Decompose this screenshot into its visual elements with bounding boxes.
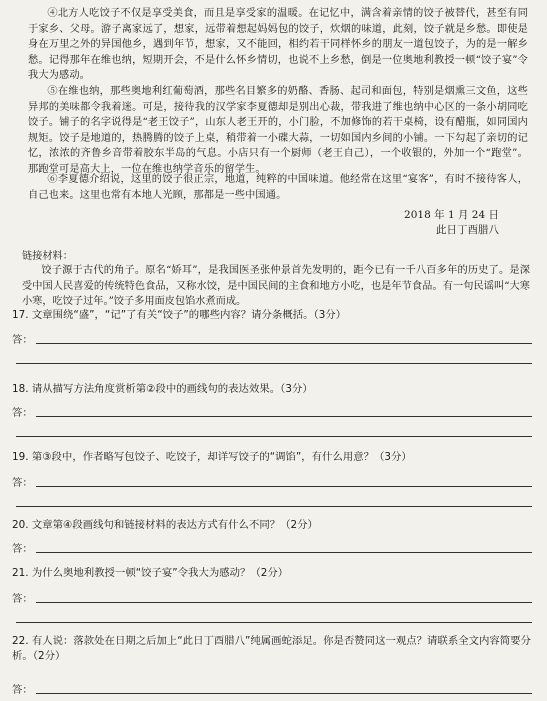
answer-line-19a[interactable] [36, 486, 532, 487]
supplement-text: 饺子源于古代的角子。原名“娇耳”，是我国医圣张仲景首先发明的，距今已有一千八百多年的历史了。是深受中国人民喜爱的传统特色食品，又称水饺，是中国民间的主食和地方小吃，也是年节食品。有一句民谣叫“大寒小寒，吃饺子过年。”饺子多用面皮包馅水煮而成。 [22, 265, 530, 308]
supplement-title: 链接材料： [22, 251, 73, 262]
question-22: 22. 有人说：落款处在日期之后加上“此日丁酉腊八”纯属画蛇添足。你是否赞同这一观点？请联系全文内容简要分析。（2分） [12, 635, 531, 662]
passage-paragraph-6 [28, 172, 528, 203]
answer-label-20: 答： [12, 543, 33, 555]
byline-note: 此日丁酉腊八 [436, 224, 499, 236]
question-18: 18. 请从描写方法角度赏析第②段中的画线句的表达效果。（3分） [12, 383, 313, 395]
answer-line-19b[interactable] [16, 506, 532, 507]
passage-paragraph-6-text: ⑥李夏德介绍说，这里的饺子很正宗，地道，纯粹的中国味道。他经常在这里“宴客”，有时不接待客人，自己也来。这里也常有本地人光顾，那都是一些中国通。 [28, 174, 528, 201]
question-20: 20. 文章第④段画线句和链接材料的表达方式有什么不同？（2分） [12, 519, 318, 531]
passage-paragraph-5-text: ⑤在维也纳，那些奥地利红葡萄酒，那些名目繁多的奶酪、香肠、起司和面包，特别是烟熏三文鱼，这些异邦的美味都令我着迷。可是，接待我的汉学家李夏德却是别出心裁，带我进了维也纳中心区的一条小胡同吃饺子。铺子的名字说得是“老王饺子”，山东人老王开的，小门脸，不加修饰的若干桌椅，设有醋瓶，如同国内规矩。饺子是地道的，热腾腾的饺子上桌，稍带着一小碟大蒜，一切如国内乡间的小铺。一下勾起了亲切的记忆，浓浓的齐鲁乡音带着胶东半岛的气息。小店只有一个厨师（老王自己），一个收银的，外加一个“跑堂”。那跑堂可是高大上，一位在维也纳学音乐的留学生。 [28, 86, 528, 175]
answer-line-20[interactable] [36, 552, 532, 553]
answer-line-21b[interactable] [16, 622, 532, 623]
passage-paragraph-4-text: ④北方人吃饺子不仅是享受美食，而且是享受家的温暖。在记忆中，满含着亲情的饺子被替代，甚至有同于家乡、父母。游子离家远了，想家，远带着想起妈妈包的饺子，炊烟的味道，此刻，饺子就是乡愁。即使是身在万里之外的异国他乡，遇到年节，想家，又不能回，相约若干同样怀乡的朋友一道包饺子，为的是一解乡愁。记得那年在维也纳，短期开会，不是什么怀乡情切，也说不上乡愁，倒是一位奥地利教授一顿“饺子宴”令我大为感动。 [28, 8, 528, 82]
answer-line-21a[interactable] [36, 602, 532, 603]
answer-label-22: 答： [12, 684, 33, 696]
answer-line-22[interactable] [36, 693, 532, 694]
answer-line-17b[interactable] [16, 363, 532, 364]
question-21: 21. 为什么奥地利教授一顿“饺子宴”令我大为感动？（2分） [12, 567, 289, 579]
answer-label-17: 答： [12, 334, 33, 346]
passage-paragraph-4 [28, 6, 528, 84]
answer-label-19: 答： [12, 477, 33, 489]
passage-paragraph-5 [28, 84, 528, 178]
answer-line-18b[interactable] [16, 436, 532, 437]
answer-line-17a[interactable] [36, 343, 532, 344]
byline-date: 2018 年 1 月 24 日 [404, 209, 499, 221]
answer-label-21: 答： [12, 593, 33, 605]
question-19: 19. 第③段中，作者略写包饺子、吃饺子，却详写饺子的“调馅”，有什么用意？（3分） [12, 451, 412, 463]
question-17: 17. 文章围绕“盛”，“记”了有关“饺子”的哪些内容？请分条概括。（3分） [12, 309, 347, 321]
answer-label-18: 答： [12, 407, 33, 419]
answer-line-18a[interactable] [36, 416, 532, 417]
